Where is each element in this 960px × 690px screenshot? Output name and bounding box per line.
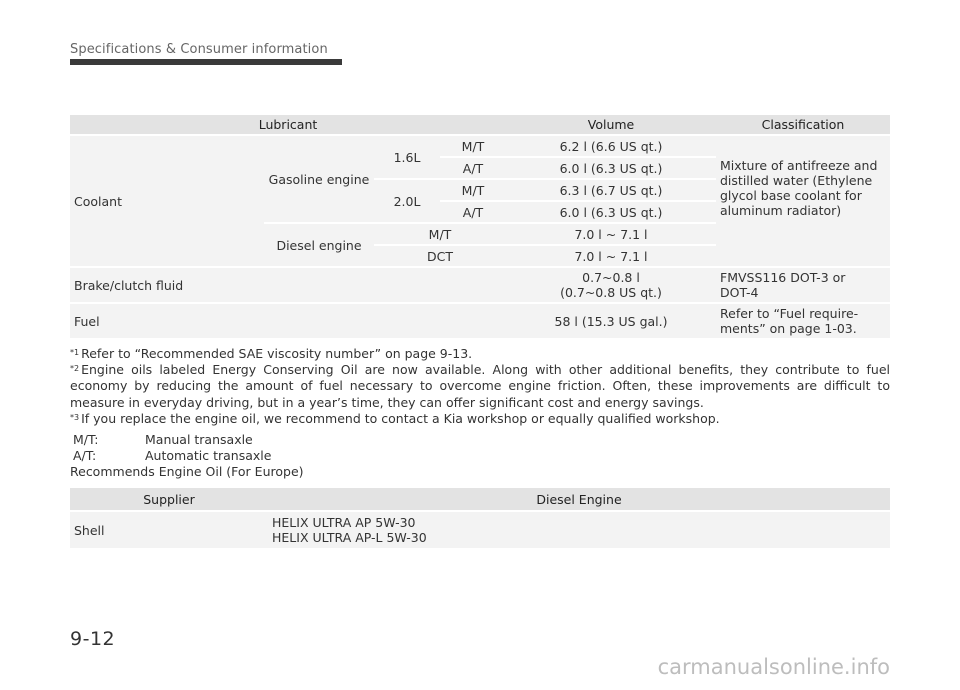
footnote-3 xyxy=(70,411,890,427)
abbreviation-value: Automatic transaxle xyxy=(145,448,272,464)
header-lubricant: Lubricant xyxy=(70,115,506,134)
oil-table-header xyxy=(70,488,890,510)
table-row xyxy=(70,512,890,548)
footnote-text: If you replace the engine oil, we recommend to contact a Kia workshop or equally qualified workshop. xyxy=(81,410,720,426)
coolant-classification: Mixture of antifreeze and distilled water (Ethylene glycol base coolant for aluminum radiator) xyxy=(716,136,890,266)
abbreviation-item xyxy=(70,432,890,448)
table-row xyxy=(70,304,890,338)
header-rule xyxy=(70,59,342,65)
header-volume: Volume xyxy=(506,115,716,134)
engine-size-2-0: 2.0L xyxy=(374,180,440,222)
page-number: 9-12 xyxy=(70,628,116,650)
oil-line2: HELIX ULTRA AP-L 5W-30 xyxy=(272,530,427,545)
brake-class-line2: DOT-4 xyxy=(720,285,759,300)
diesel-engine-label: Diesel engine xyxy=(264,224,374,266)
brake-volume-line2: (0.7~0.8 US qt.) xyxy=(560,285,662,300)
transmission: A/T xyxy=(440,158,506,178)
header-supplier: Supplier xyxy=(70,488,268,510)
abbreviation-key: M/T: xyxy=(73,432,99,448)
oil-cell xyxy=(268,512,890,548)
fuel-volume: 58 l (15.3 US gal.) xyxy=(506,304,716,338)
volume-value: 6.2 l (6.6 US qt.) xyxy=(506,136,716,156)
footnotes xyxy=(70,346,890,481)
volume-value: 6.0 l (6.3 US qt.) xyxy=(506,202,716,222)
brake-volume-line1: 0.7~0.8 l xyxy=(582,270,640,285)
footnote-text: Engine oils labeled Energy Conserving Oil are now available. Along with other additional benefits, they contribute to fuel economy by reducing the amount of fuel necessary to overcome engine friction. Often, these improvements are difficult to measure in everyday driving, but in a year’s time, they can offer significant cost and energy savings. xyxy=(70,362,890,410)
transmission: M/T xyxy=(374,224,506,244)
gasoline-engine-label: Gasoline engine xyxy=(264,136,374,222)
footnote-text: Refer to “Recommended SAE viscosity number” on page 9-13. xyxy=(81,346,473,361)
spec-table xyxy=(70,113,890,340)
volume-value: 6.0 l (6.3 US qt.) xyxy=(506,158,716,178)
fuel-class-line2: ments” on page 1-03. xyxy=(720,321,857,336)
brake-fluid-classification xyxy=(716,268,890,302)
abbreviation-value: Manual transaxle xyxy=(145,432,253,448)
header-diesel-engine: Diesel Engine xyxy=(268,488,890,510)
supplier-cell: Shell xyxy=(70,512,268,548)
fuel-class-line1: Refer to “Fuel require- xyxy=(720,306,859,321)
footnote-mark: *3 xyxy=(70,412,80,422)
brake-fluid-volume xyxy=(506,268,716,302)
spec-table-header xyxy=(70,115,890,134)
transmission: M/T xyxy=(440,136,506,156)
footnote-1 xyxy=(70,346,890,362)
table-row xyxy=(70,268,890,302)
transmission: DCT xyxy=(374,246,506,266)
footnote-mark: *2 xyxy=(70,364,80,374)
fuel-classification xyxy=(716,304,890,338)
abbreviation-key: A/T: xyxy=(73,448,97,464)
engine-size-1-6: 1.6L xyxy=(374,136,440,178)
recommend-title: Recommends Engine Oil (For Europe) xyxy=(70,464,304,480)
footnote-2 xyxy=(70,362,890,411)
oil-line1: HELIX ULTRA AP 5W-30 xyxy=(272,515,416,530)
header-classification: Classification xyxy=(716,115,890,134)
footnote-mark: *1 xyxy=(70,348,80,357)
watermark: carmanualsonline.info xyxy=(657,655,890,679)
transmission: M/T xyxy=(440,180,506,200)
table-row xyxy=(70,136,890,156)
volume-value: 7.0 l ~ 7.1 l xyxy=(506,224,716,244)
brake-class-line1: FMVSS116 DOT-3 or xyxy=(720,270,846,285)
transmission: A/T xyxy=(440,202,506,222)
oil-table xyxy=(70,486,890,550)
coolant-label: Coolant xyxy=(70,136,264,266)
abbreviations xyxy=(70,432,890,464)
volume-value: 6.3 l (6.7 US qt.) xyxy=(506,180,716,200)
fuel-label: Fuel xyxy=(70,304,506,338)
volume-value: 7.0 l ~ 7.1 l xyxy=(506,246,716,266)
abbreviation-item xyxy=(70,448,890,464)
brake-fluid-label: Brake/clutch fluid xyxy=(70,268,506,302)
section-header: Specifications & Consumer information xyxy=(70,42,328,57)
